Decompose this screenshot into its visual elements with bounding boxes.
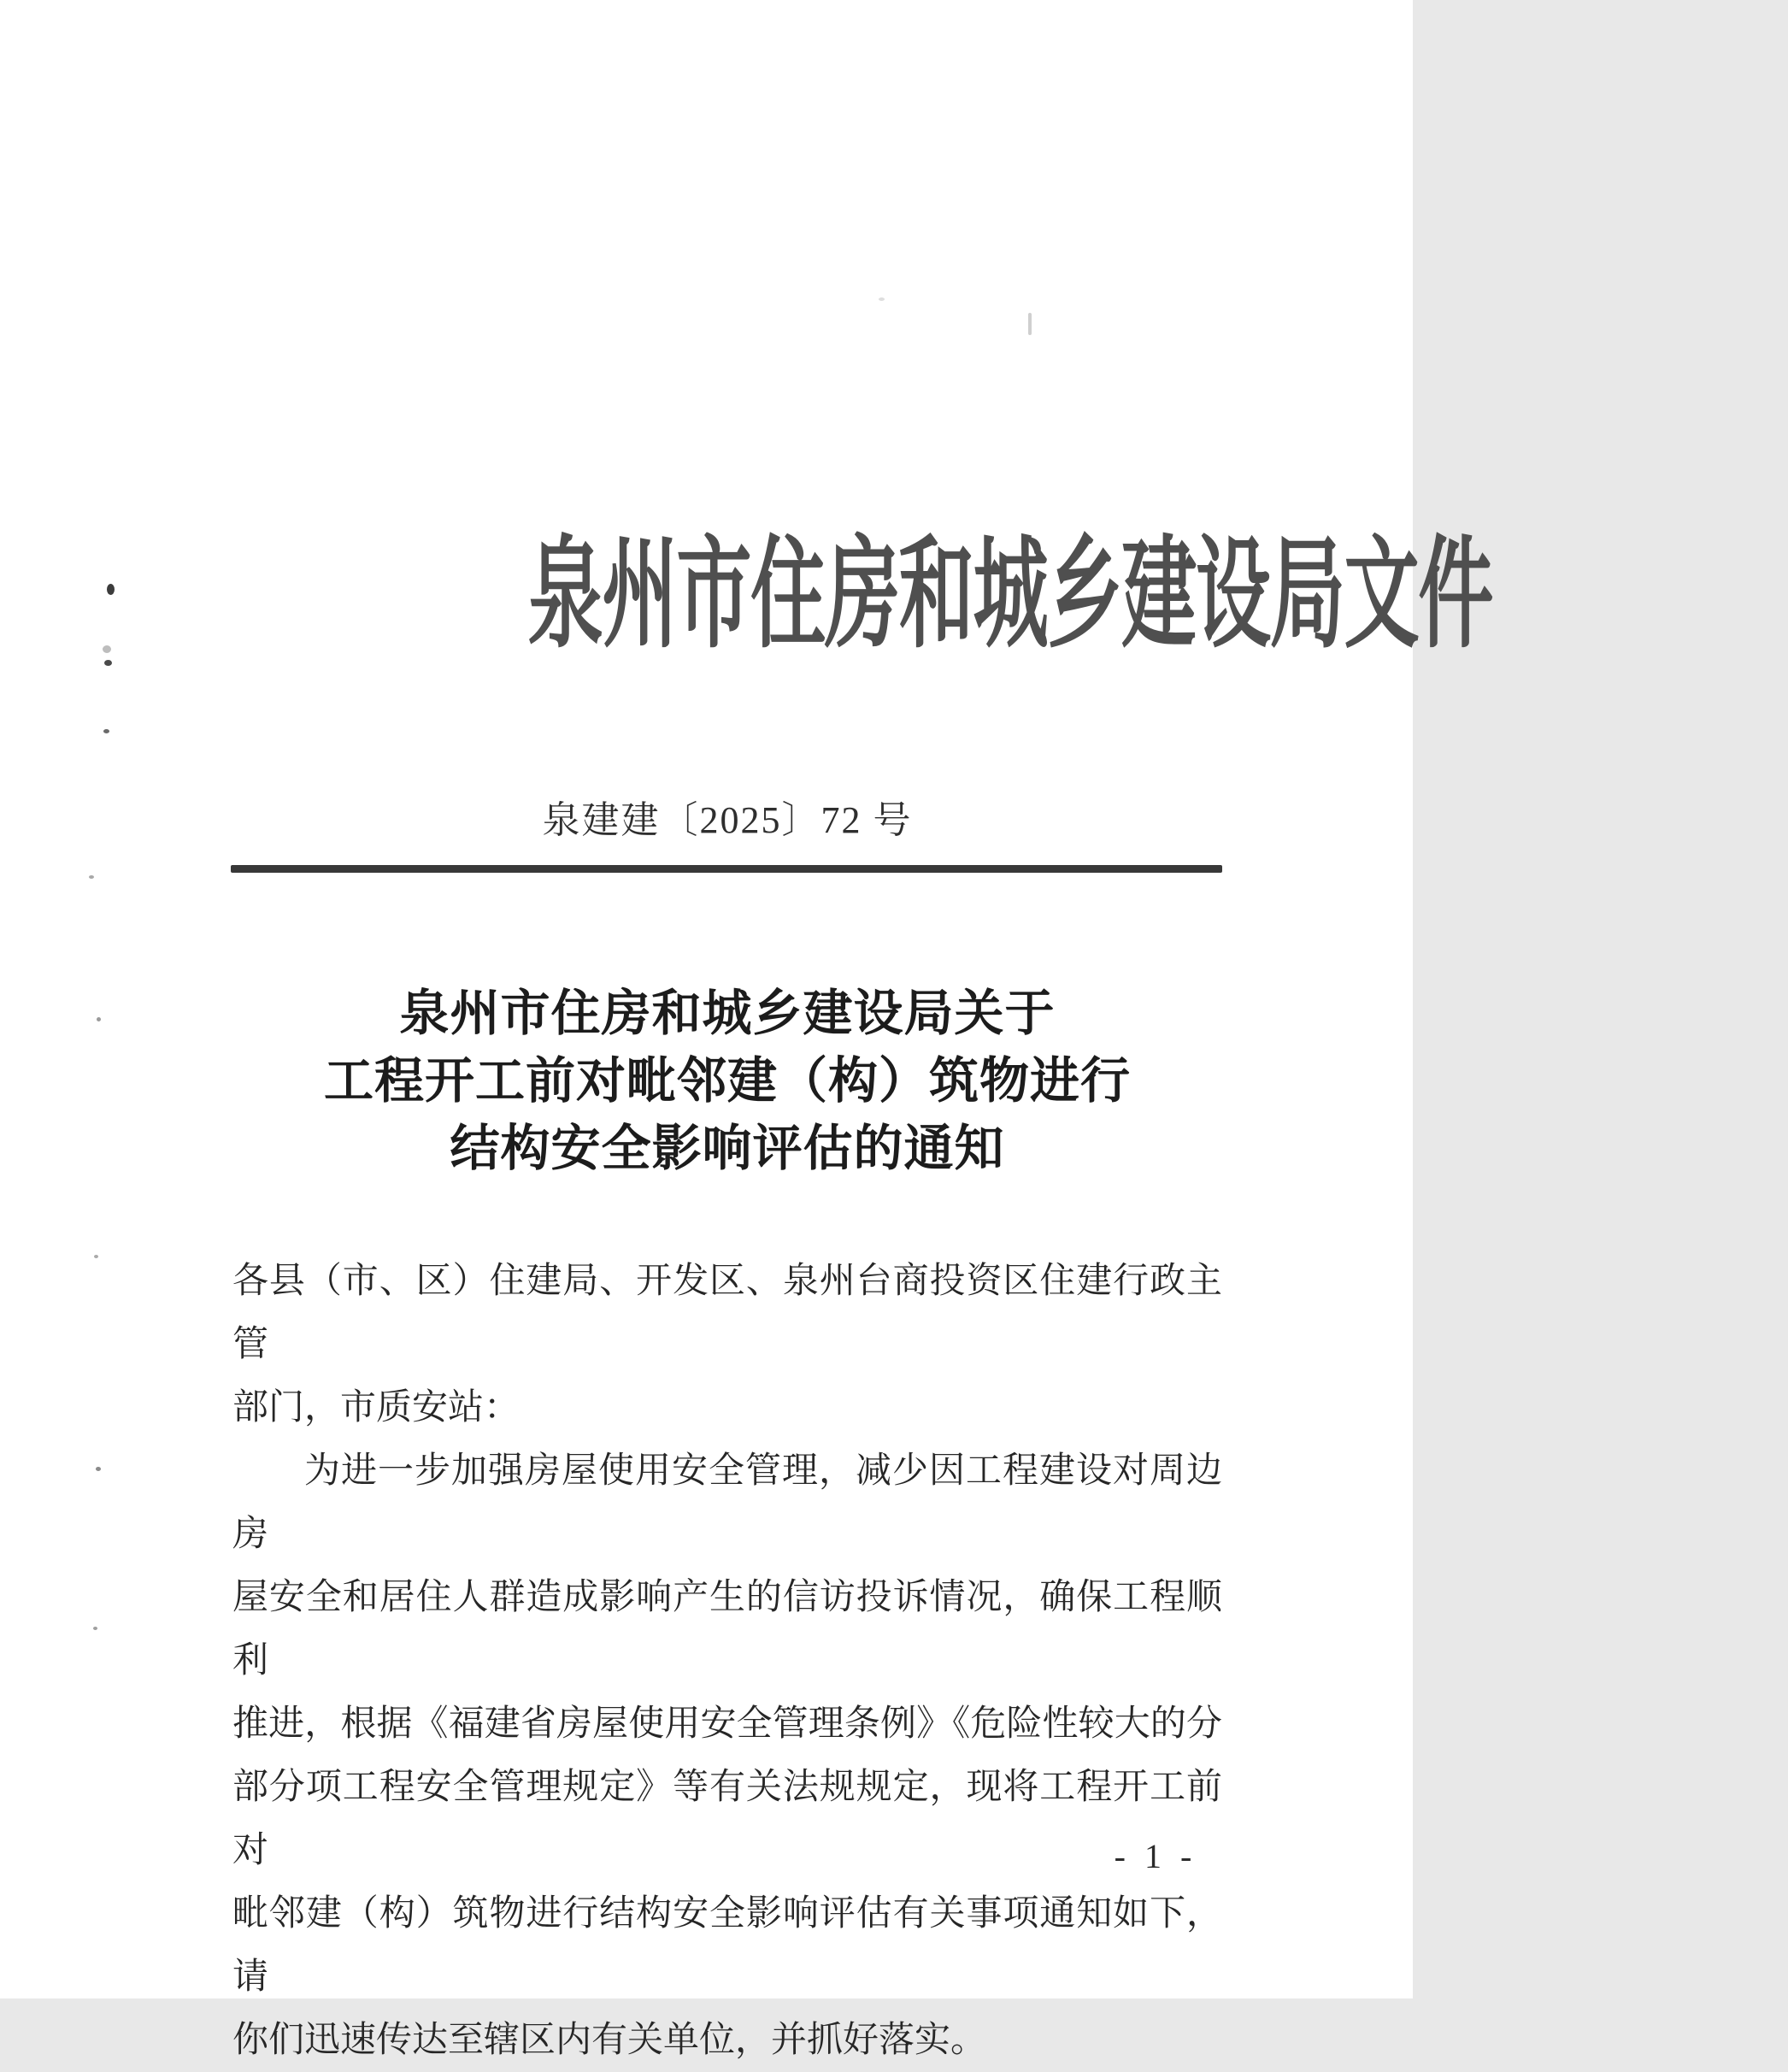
title-line-1: 泉州市住房和城乡建设局关于 (399, 986, 1056, 1041)
body-paragraph-line: 推进，根据《福建省房屋使用安全管理条例》《危险性较大的分 (232, 1704, 1222, 1744)
title-line-2: 工程开工前对毗邻建（构）筑物进行 (323, 1053, 1131, 1109)
scan-speckle (104, 660, 112, 666)
addressee-line: 各县（市、区）住建局、开发区、泉州台商投资区住建行政主管 (232, 1262, 1222, 1364)
page-number: - 1 - (1114, 1837, 1197, 1875)
addressee-line: 部门，市质安站： (232, 1388, 521, 1427)
document-number: 泉建建〔2025〕72 号 (542, 799, 913, 841)
document-title (232, 980, 1222, 1182)
document-body (232, 1250, 1222, 2072)
body-paragraph-line: 你们迅速传达至辖区内有关单位，并抓好落实。 (232, 2021, 987, 2060)
scan-speckle (879, 297, 885, 301)
scan-speckle (94, 1255, 98, 1258)
body-paragraph-line: 部分项工程安全管理规定》等有关法规规定，现将工程开工前对 (232, 1768, 1222, 1870)
agency-header (232, 527, 1493, 662)
body-paragraph-line: 毗邻建（构）筑物进行结构安全影响评估有关事项通知如下，请 (232, 1894, 1222, 1997)
scan-speckle (103, 645, 111, 653)
scan-speckle (93, 1627, 97, 1630)
scan-speckle (107, 584, 115, 595)
scan-speckle (89, 875, 94, 879)
agency-header-text: 泉州市住房和城乡建设局文件 (527, 527, 1493, 662)
scan-speckle (96, 1467, 101, 1471)
scan-speckle (103, 729, 109, 733)
header-divider-rule (231, 865, 1222, 873)
title-line-3: 结构安全影响评估的通知 (450, 1121, 1005, 1176)
body-paragraph-line: 为进一步加强房屋使用安全管理，减少因工程建设对周边房 (232, 1451, 1222, 1554)
scan-speckle (1028, 313, 1032, 335)
scan-speckle (97, 1017, 101, 1021)
body-paragraph-line: 屋安全和居住人群造成影响产生的信访投诉情况，确保工程顺利 (232, 1578, 1222, 1681)
